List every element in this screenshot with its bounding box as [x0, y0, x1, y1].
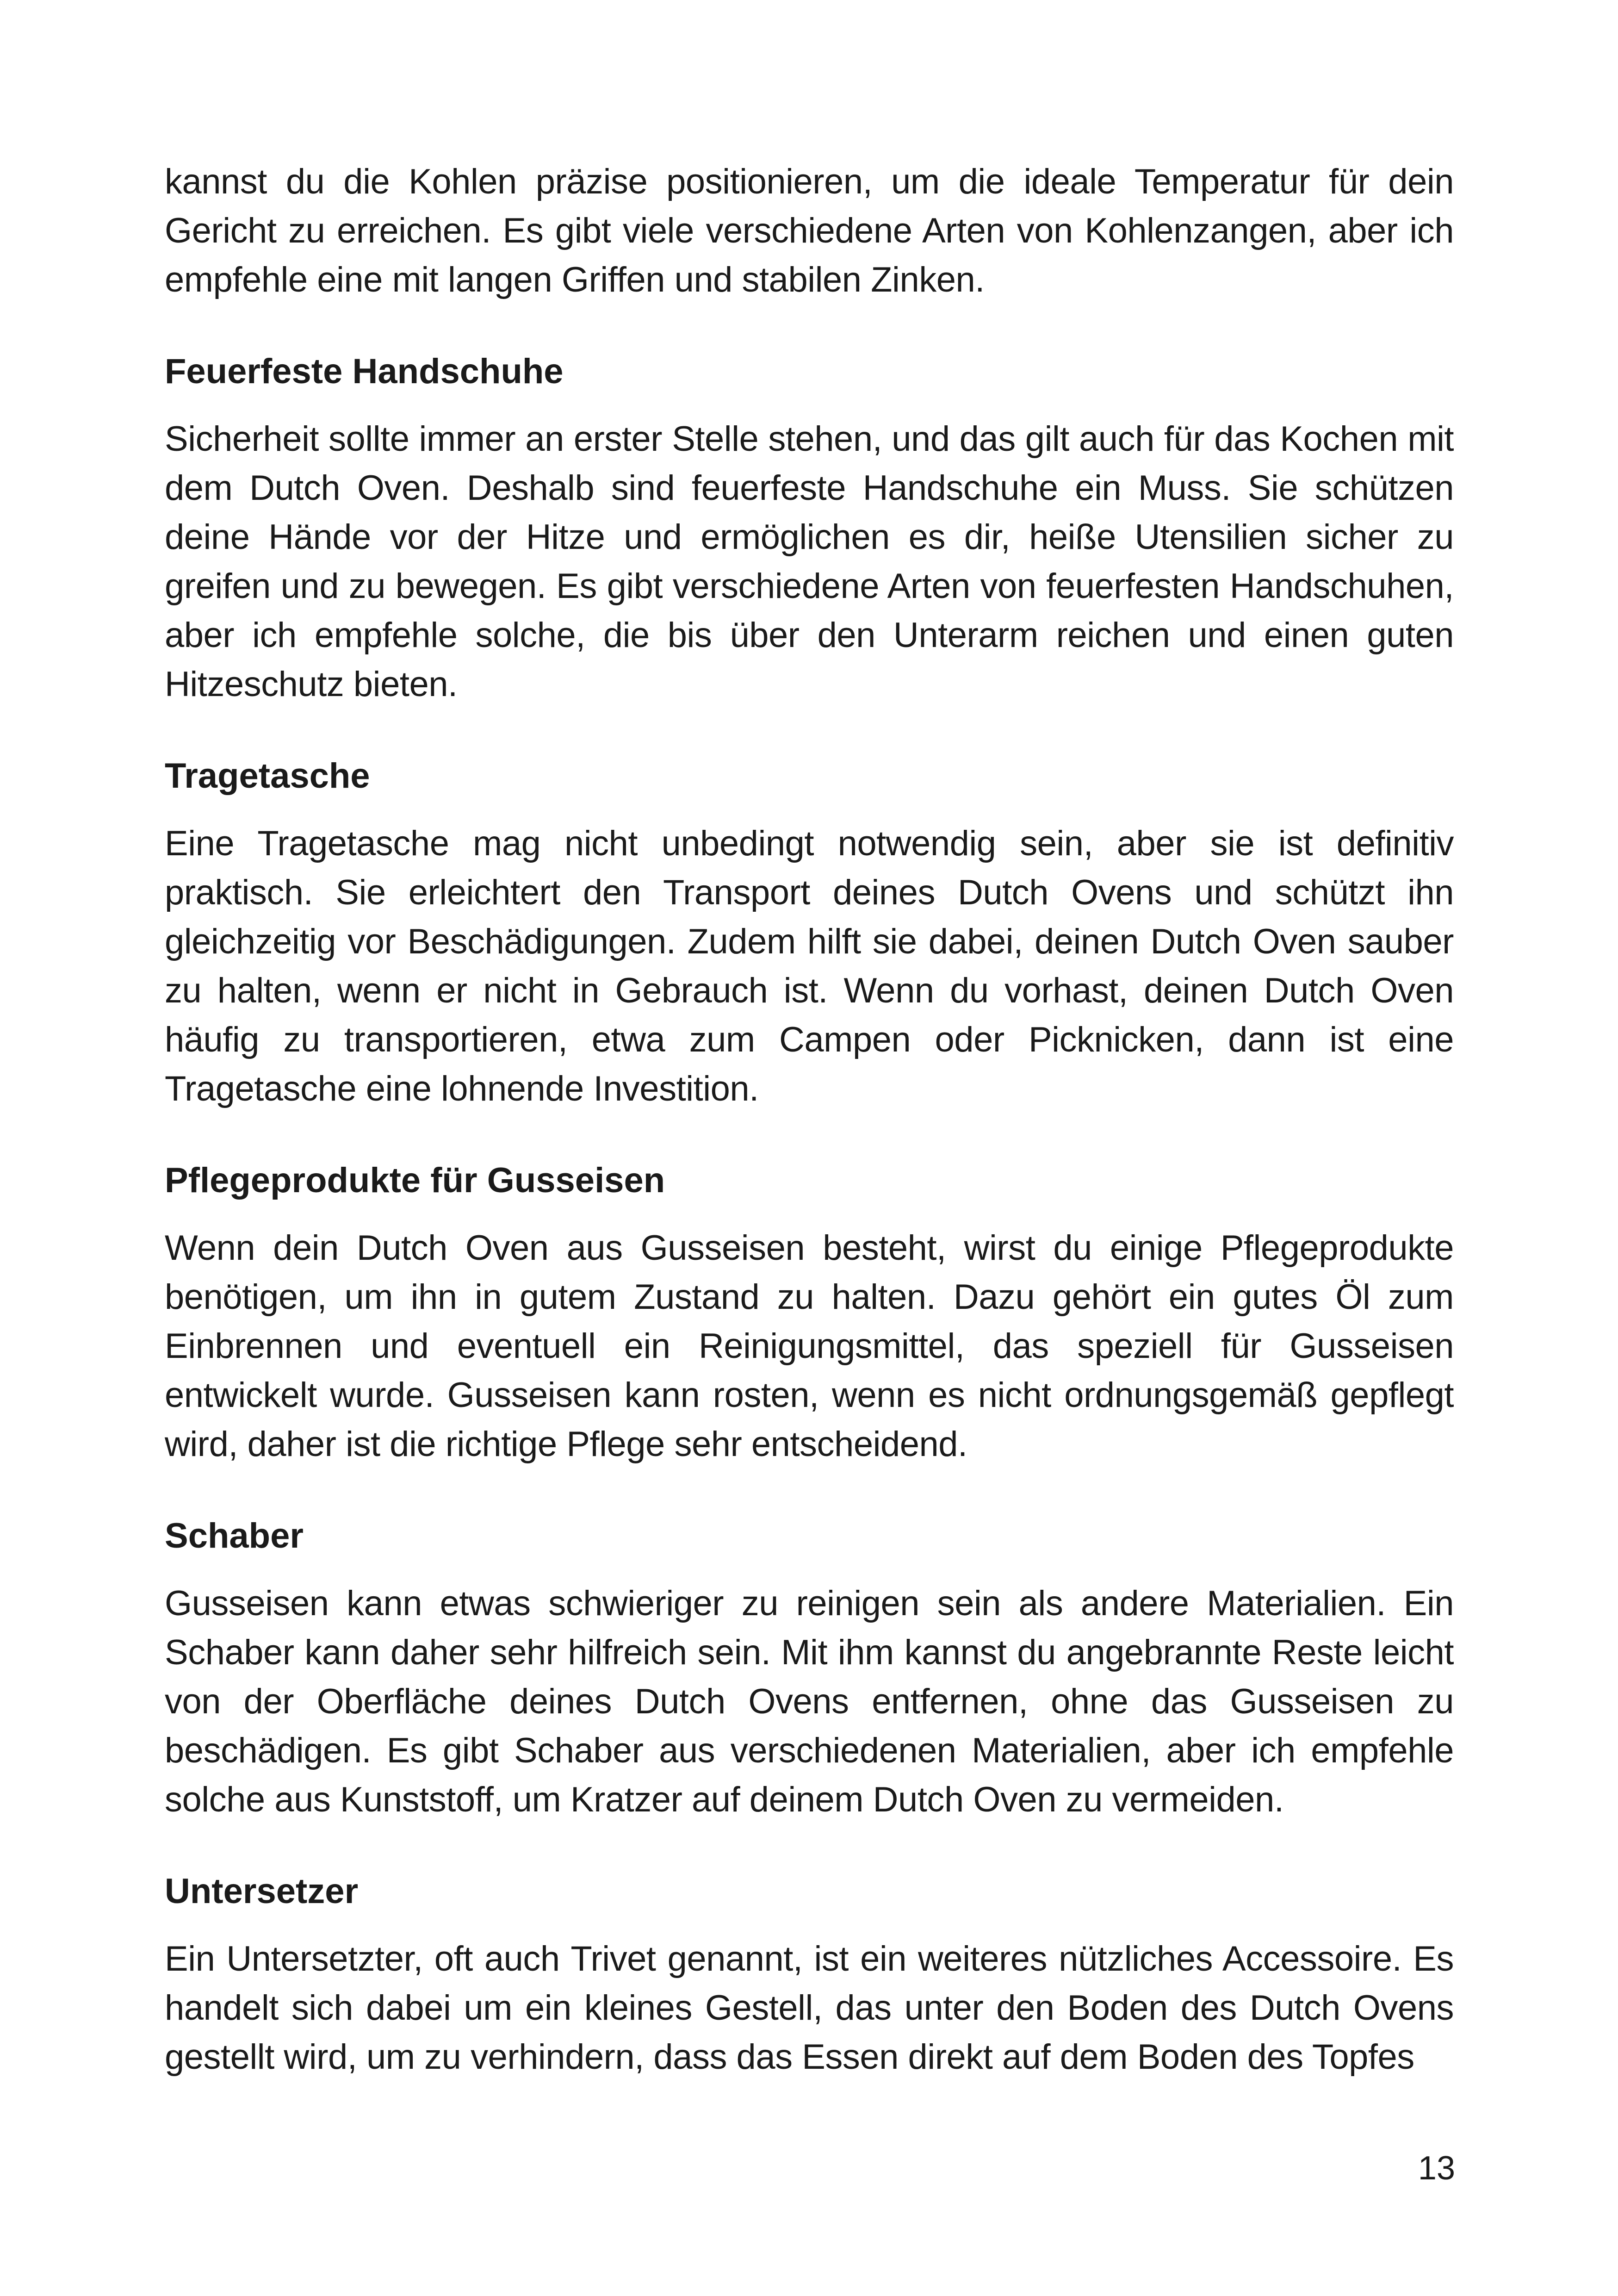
heading-schaber: Schaber [165, 1516, 304, 1556]
page-body [165, 157, 1454, 2082]
page-number: 13 [1418, 2150, 1455, 2187]
intro-paragraph: kannst du die Kohlen präzise positionieren, um die ideale Temperatur für dein Gericht zu erreichen. Es gibt viele verschiedene Arten von Kohlenzangen, aber ich empfehle eine mit langen Griffen und stabilen Zinken. [165, 162, 1454, 299]
heading-feuerfeste-handschuhe: Feuerfeste Handschuhe [165, 352, 564, 391]
paragraph-untersetzer: Ein Untersetzter, oft auch Trivet genannt, ist ein weiteres nützliches Accessoire. Es handelt sich dabei um ein kleines Gestell, das unter den Boden des Dutch Ovens gestellt wird, um zu verhindern, dass das Essen direkt auf dem Boden des Topfes [165, 1939, 1454, 2077]
paragraph-feuerfeste-handschuhe: Sicherheit sollte immer an erster Stelle stehen, und das gilt auch für das Kochen mit dem Dutch Oven. Deshalb sind feuerfeste Handschuhe ein Muss. Sie schützen deine Hände vor der Hitze und ermöglichen es dir, heiße Utensilien sicher zu greifen und zu bewegen. Es gibt verschiedene Arten von feuerfesten Handschuhen, aber ich empfehle solche, die bis über den Unterarm reichen und einen guten Hitzeschutz bieten. [165, 419, 1454, 704]
heading-untersetzer: Untersetzer [165, 1872, 359, 1911]
heading-pflegeprodukte: Pflegeprodukte für Gusseisen [165, 1161, 665, 1200]
heading-tragetasche: Tragetasche [165, 756, 370, 796]
paragraph-pflegeprodukte: Wenn dein Dutch Oven aus Gusseisen besteht, wirst du einige Pflegeprodukte benötigen, um ihn in gutem Zustand zu halten. Dazu gehört ein gutes Öl zum Einbrennen und eventuell ein Reinigungsmittel, das speziell für Gusseisen entwickelt wurde. Gusseisen kann rosten, wenn es nicht ordnungsgemäß gepflegt wird, daher ist die richtige Pflege sehr entscheidend. [165, 1228, 1454, 1464]
paragraph-tragetasche: Eine Tragetasche mag nicht unbedingt notwendig sein, aber sie ist definitiv praktisch. Sie erleichtert den Transport deines Dutch Ovens und schützt ihn gleichzeitig vor Beschädigungen. Zudem hilft sie dabei, deinen Dutch Oven sauber zu halten, wenn er nicht in Gebrauch ist. Wenn du vorhast, deinen Dutch Oven häufig zu transportieren, etwa zum Campen oder Picknicken, dann ist eine Tragetasche eine lohnende Investition. [165, 824, 1454, 1108]
paragraph-schaber: Gusseisen kann etwas schwieriger zu reinigen sein als andere Materialien. Ein Schaber kann daher sehr hilfreich sein. Mit ihm kannst du angebrannte Reste leicht von der Oberfläche deines Dutch Ovens entfernen, ohne das Gusseisen zu beschädigen. Es gibt Schaber aus verschiedenen Materialien, aber ich empfehle solche aus Kunststoff, um Kratzer auf deinem Dutch Oven zu vermeiden. [165, 1584, 1454, 1819]
